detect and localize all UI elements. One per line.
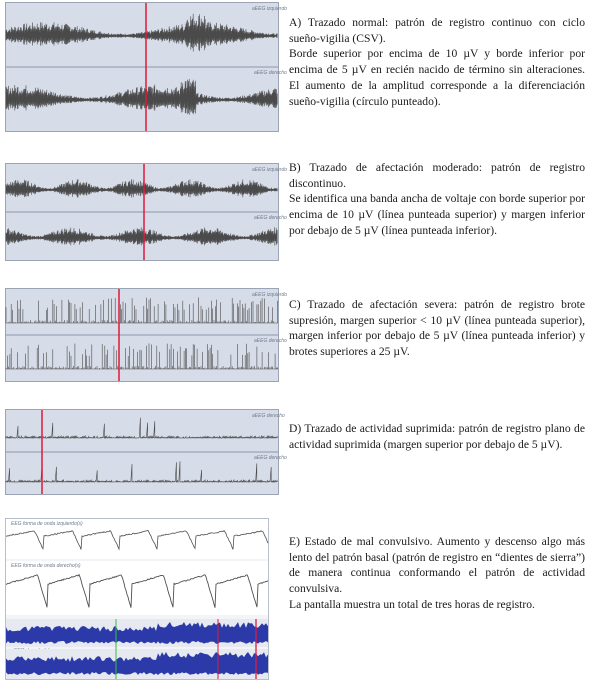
panel-d-ch2-label: aEEG derecho bbox=[254, 455, 287, 461]
panel-c-ch1-trace bbox=[6, 298, 278, 324]
panel-a-svg bbox=[6, 3, 288, 131]
panel-a-ch2-trace bbox=[6, 79, 277, 115]
panel-e-text-2: La pantalla muestra un total de tres horas de registro. bbox=[289, 597, 535, 611]
panel-e-svg bbox=[6, 519, 268, 679]
panel-d-text-1: D) Trazado de actividad suprimida: patrón de registro plano de actividad suprimida (margen superior por debajo de 5 µV). bbox=[289, 422, 585, 451]
panel-b-text-1: B) Trazado de afectación moderado: patrón de registro discontinuo. bbox=[289, 161, 585, 190]
panel-b-text-2: Se identifica una banda ancha de voltaje con borde superior por encima de 10 µV (línea punteada superior) y margen inferior por debajo de 5 µV (línea punteada inferior). bbox=[289, 192, 585, 237]
panel-a-ch2-label: aEEG derecho bbox=[254, 70, 287, 76]
panel-c-ch1-label: aEEG izquierdo bbox=[252, 292, 288, 298]
panel-e-trace bbox=[5, 518, 269, 680]
panel-b-ch1-trace bbox=[6, 179, 277, 197]
panel-d-description bbox=[289, 421, 585, 452]
panel-d-trace bbox=[5, 409, 287, 495]
panel-b-ch1-label: aEEG izquierdo bbox=[252, 167, 288, 173]
panel-c-ch2-trace bbox=[6, 343, 278, 369]
panel-c-description bbox=[289, 297, 585, 360]
panel-c-trace bbox=[5, 288, 288, 382]
panel-d-ch1-trace bbox=[6, 418, 277, 438]
panel-c-ch2-label: aEEG derecho bbox=[254, 338, 287, 344]
panel-a-text-2: Borde superior por encima de 10 µV y borde inferior por encima de 5 µV en recién nacido de término sin alteraciones. El aumento de la amplitud corresponde a la diferenciación sueño-vigilia (círculo punteado). bbox=[289, 47, 585, 108]
panel-b-svg bbox=[6, 164, 288, 260]
panel-b-ch2-label: aEEG derecho bbox=[254, 215, 287, 221]
panel-e-ch2-label: EEG forma de onda derecho(s) bbox=[11, 563, 81, 569]
panel-a-trace bbox=[5, 2, 288, 132]
panel-e-text-1: E) Estado de mal convulsivo. Aumento y descenso algo más lento del patrón basal (patrón de registro en “dientes de sierra”) de manera continua conformando el patrón de actividad convulsiva. bbox=[289, 535, 585, 596]
panel-b-trace bbox=[5, 163, 288, 261]
panel-a-text-1: A) Trazado normal: patrón de registro continuo con ciclo sueño-vigilia (CSV). bbox=[289, 16, 585, 45]
panel-d-ch2-trace bbox=[6, 461, 277, 482]
panel-c-text-1: C) Trazado de afectación severa: patrón de registro brote supresión, margen superior < 10 µV (línea punteada superior), margen inferior por debajo de 5 µV (línea punteada inferior) y brotes superiores a 25 µV. bbox=[289, 298, 585, 359]
panel-a-ch1-trace bbox=[6, 14, 277, 52]
panel-e-description bbox=[289, 534, 585, 613]
panel-c-svg bbox=[6, 289, 288, 381]
panel-b-description bbox=[289, 160, 585, 239]
panel-e-ch1-label: EEG forma de onda izquierdo(s) bbox=[11, 521, 83, 527]
panel-a-description bbox=[289, 15, 585, 109]
panel-a-ch1-label: aEEG izquierdo bbox=[252, 6, 288, 12]
panel-d-svg bbox=[6, 410, 287, 494]
panel-b-ch2-trace bbox=[6, 227, 277, 245]
panel-d-ch1-label: aEEG derecho bbox=[252, 413, 285, 419]
